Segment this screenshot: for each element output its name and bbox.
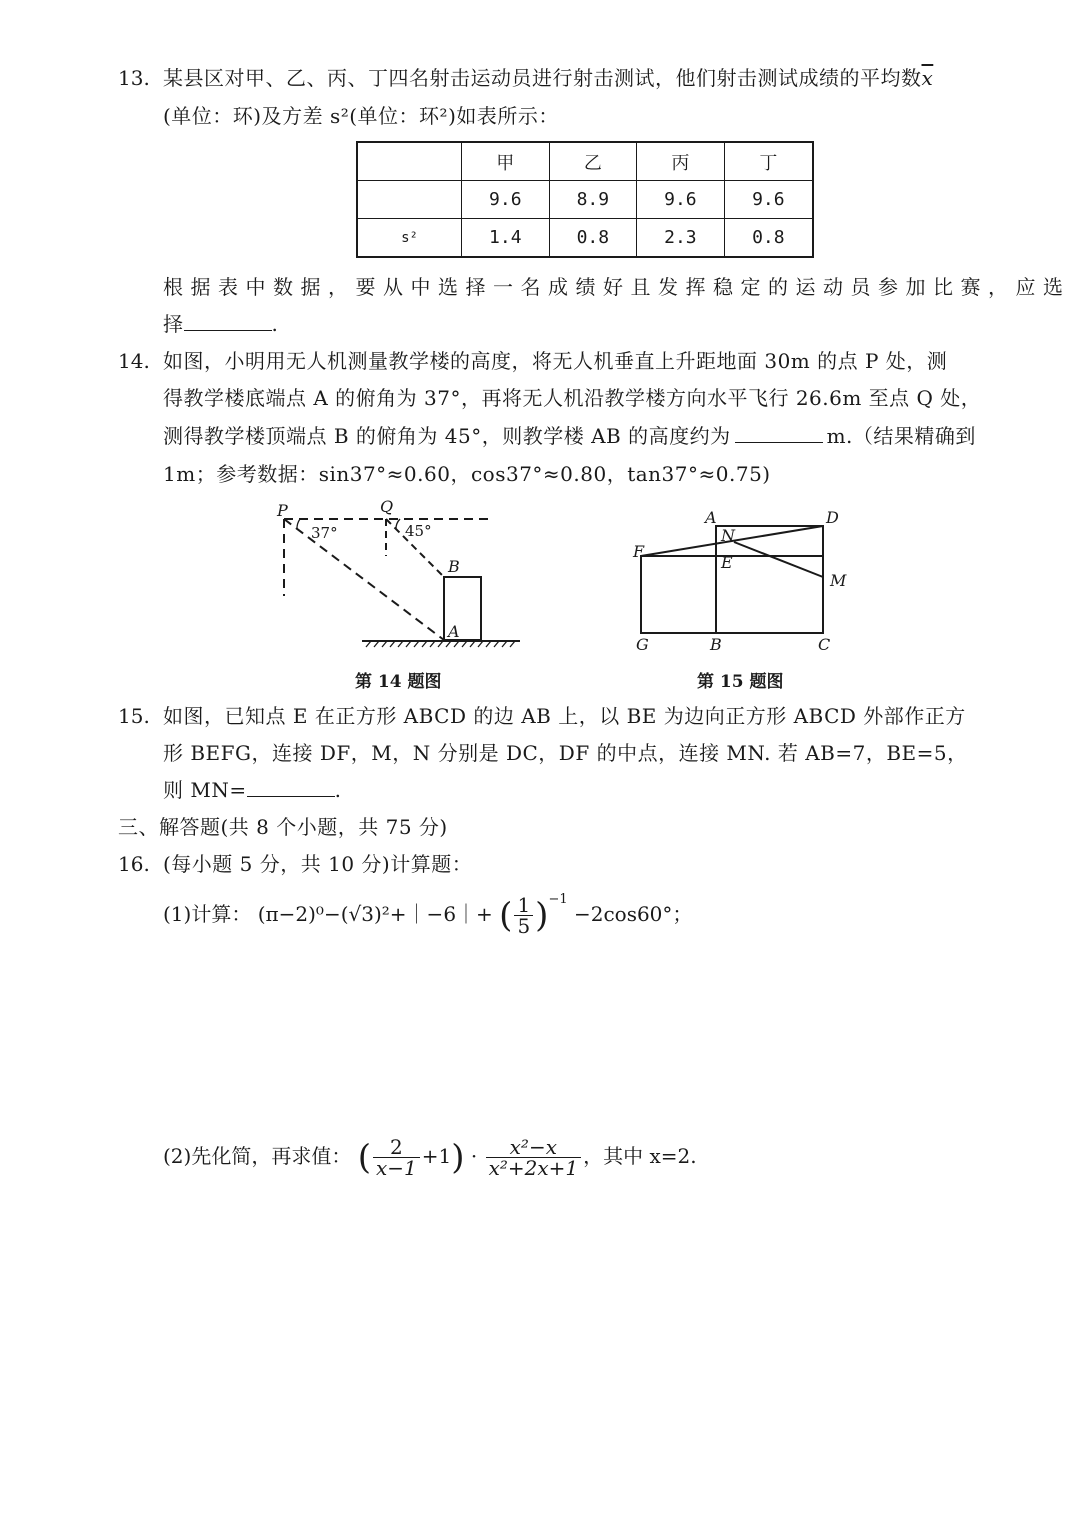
- question-13-text-4: 择: [163, 312, 184, 336]
- table-header-cell: 丙: [637, 142, 725, 181]
- fraction-one-fifth: [514, 895, 533, 936]
- label-g15: G: [636, 635, 649, 654]
- question-15-text-3-end: .: [334, 778, 342, 802]
- right-paren: ): [535, 895, 549, 936]
- table-header-cell: 乙: [549, 142, 637, 181]
- fraction-numerator: 2: [373, 1137, 420, 1158]
- answer-blank-15[interactable]: [247, 776, 335, 797]
- figure-14-caption: 第 14 题图: [355, 672, 442, 692]
- question-13-text-1: 某县区对甲、乙、丙、丁四名射击运动员进行射击测试，他们射击测试成绩的平均数: [163, 66, 922, 90]
- fraction-denominator: x−1: [375, 1156, 417, 1180]
- angle-label-45: 45°: [405, 522, 432, 540]
- fraction-denominator: 5: [517, 914, 531, 938]
- label-m15: M: [830, 571, 847, 590]
- table-cell: 9.6: [724, 181, 813, 219]
- angle-label-37: 37°: [311, 524, 338, 542]
- label-b15: B: [710, 635, 722, 654]
- segment-mn: [734, 542, 823, 577]
- angle-arc-45: [396, 519, 400, 529]
- label-n15: N: [721, 526, 735, 545]
- table-row-label: s²: [357, 219, 462, 258]
- question-14-text-3-end: m.（结果精确到: [826, 424, 976, 448]
- question-13-number: 13.: [118, 66, 150, 90]
- label-p: P: [277, 501, 288, 520]
- left-paren: (: [499, 895, 513, 936]
- label-f15: F: [633, 542, 645, 561]
- part-1-label: (1)计算：: [163, 902, 252, 926]
- label-b: B: [448, 557, 460, 576]
- question-13-text-4-end: .: [271, 312, 279, 336]
- fraction-numerator: 1: [514, 895, 533, 916]
- label-a: A: [448, 622, 460, 641]
- question-16-intro: (每小题 5 分，共 10 分)计算题：: [163, 852, 473, 876]
- fraction-numerator: x²−x: [486, 1137, 582, 1158]
- mean-symbol: $\overline{x}$: [921, 66, 934, 90]
- part-2-label: (2)先化简，再求值：: [163, 1144, 352, 1168]
- question-14-line-2: 得教学楼底端点 A 的俯角为 37°，再将无人机沿教学楼方向水平飞行 26.6m 至点 Q 处，: [163, 386, 982, 410]
- fraction-denominator: x²+2x+1: [488, 1156, 579, 1180]
- fraction-rational: [486, 1137, 582, 1178]
- table-cell: 9.6: [637, 181, 725, 219]
- part-1-expression-a: (π−2)⁰−(√3)²+｜−6｜+: [257, 902, 493, 926]
- question-15-line-1: 如图，已知点 E 在正方形 ABCD 的边 AB 上，以 BE 为边向正方形 ABCD 外部作正方: [163, 704, 966, 728]
- question-13-line-2: (单位：环)及方差 s²(单位：环²)如表所示：: [163, 104, 559, 128]
- label-q: Q: [380, 497, 394, 516]
- part-1-expression-b: −2cos60°；: [573, 902, 693, 926]
- figure-15-caption: 第 15 题图: [697, 672, 784, 692]
- table-cell: 2.3: [637, 219, 725, 258]
- multiply-dot: ·: [470, 1144, 478, 1168]
- table-cell: 8.9: [549, 181, 637, 219]
- right-paren: ): [451, 1137, 465, 1178]
- label-d15: D: [826, 508, 839, 527]
- label-e15: E: [721, 553, 733, 572]
- question-15-number: 15.: [118, 704, 150, 728]
- table-header-cell: 丁: [724, 142, 813, 181]
- label-c15: C: [818, 635, 831, 654]
- figure-14-diagram: [0, 0, 1080, 700]
- plus-one: +1: [421, 1144, 452, 1168]
- left-paren: (: [357, 1137, 371, 1178]
- question-16-number: 16.: [118, 852, 150, 876]
- label-a15: A: [705, 508, 717, 527]
- question-14-number: 14.: [118, 349, 150, 373]
- table-cell: 9.6: [462, 181, 550, 219]
- question-16-part-1: [163, 892, 692, 936]
- table-header-cell: 甲: [462, 142, 550, 181]
- question-13-line-3: 根据表中数据，要从中选择一名成绩好且发挥稳定的运动员参加比赛，应选: [163, 275, 1071, 299]
- section-3-title: 三、解答题(共 8 个小题，共 75 分): [118, 815, 448, 839]
- question-15-line-3: [163, 775, 341, 805]
- table-cell: 1.4: [462, 219, 550, 258]
- question-15-text-3: 则 MN=: [163, 778, 247, 802]
- question-14-line-1: 如图，小明用无人机测量教学楼的高度，将无人机垂直上升距地面 30m 的点 P 处，测: [163, 349, 948, 373]
- question-14-line-4: 1m；参考数据：sin37°≈0.60，cos37°≈0.80，tan37°≈0.75): [163, 462, 771, 486]
- angle-arc-37: [297, 519, 300, 529]
- question-14-text-3: 测得教学楼顶端点 B 的俯角为 45°，则教学楼 AB 的高度约为: [163, 424, 731, 448]
- part-2-suffix: ，其中 x=2.: [583, 1144, 697, 1168]
- question-15-line-2: 形 BEFG，连接 DF，M，N 分别是 DC，DF 的中点，连接 MN. 若 AB=7，BE=5，: [163, 741, 968, 765]
- exponent: −1: [548, 892, 568, 907]
- fraction-2-over-x-minus-1: [373, 1137, 420, 1178]
- question-16-part-2: [163, 1137, 697, 1178]
- table-cell: 0.8: [549, 219, 637, 258]
- table-cell: 0.8: [724, 219, 813, 258]
